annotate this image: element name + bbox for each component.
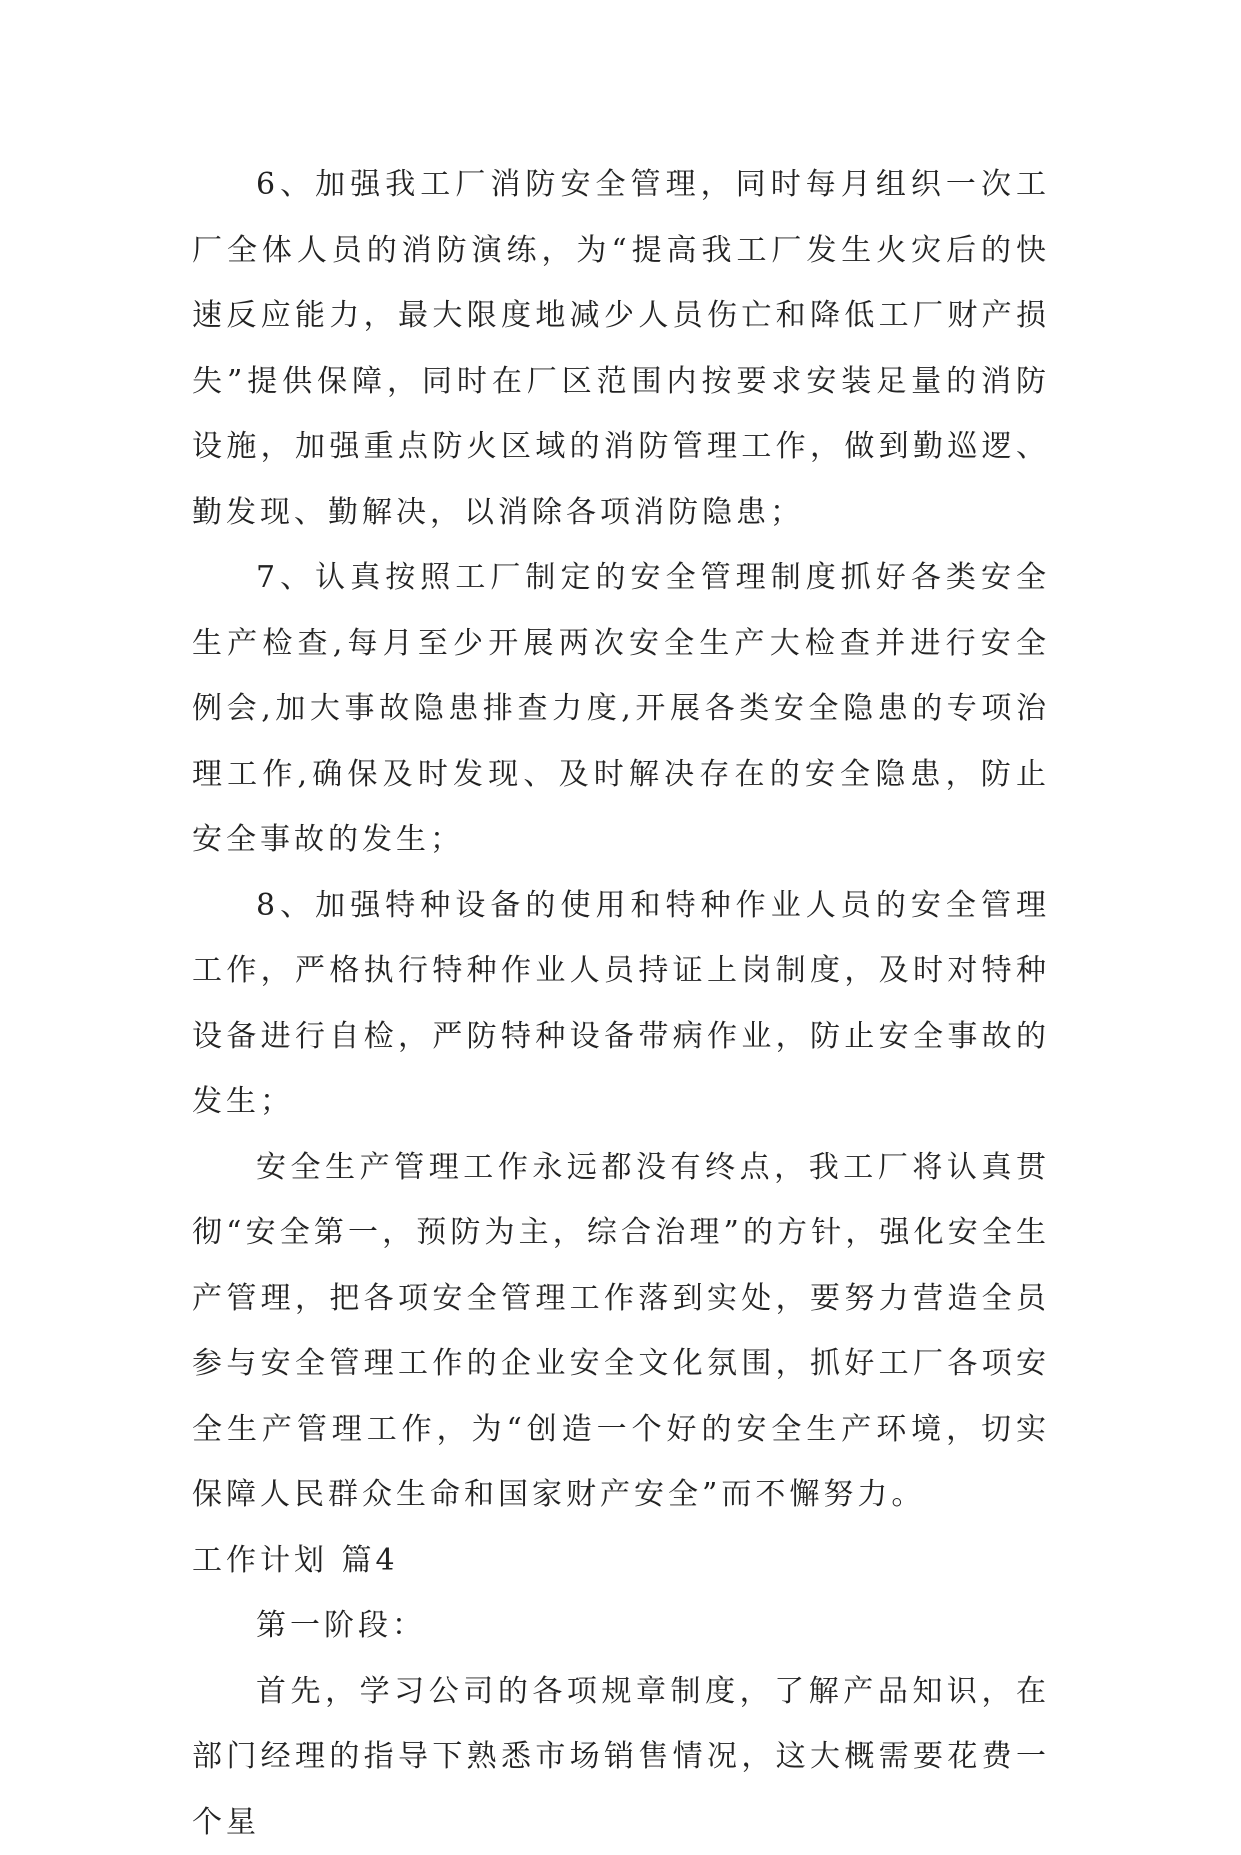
- paragraph-conclusion: 安全生产管理工作永远都没有终点，我工厂将认真贯彻“安全第一，预防为主，综合治理”的方针，强化安全生产管理，把各项安全管理工作落到实处，要努力营造全员参与安全管理工作的企业安全文化氛围，抓好工厂各项安全生产管理工作，为“创造一个好的安全生产环境，切实保障人民群众生命和国家财产安全”而不懈努力。: [192, 1135, 1050, 1528]
- paragraph-stage-one: 第一阶段：: [192, 1593, 1050, 1659]
- paragraph-item-8: 8、加强特种设备的使用和特种作业人员的安全管理工作，严格执行特种作业人员持证上岗制度，及时对特种设备进行自检，严防特种设备带病作业，防止安全事故的发生；: [192, 873, 1050, 1135]
- paragraph-item-6: 6、加强我工厂消防安全管理，同时每月组织一次工厂全体人员的消防演练，为“提高我工厂发生火灾后的快速反应能力，最大限度地减少人员伤亡和降低工厂财产损失”提供保障，同时在厂区范围内按要求安装足量的消防设施，加强重点防火区域的消防管理工作，做到勤巡逻、勤发现、勤解决，以消除各项消防隐患；: [192, 152, 1050, 545]
- paragraph-item-7: 7、认真按照工厂制定的安全管理制度抓好各类安全生产检查,每月至少开展两次安全生产大检查并进行安全例会,加大事故隐患排查力度,开展各类安全隐患的专项治理工作,确保及时发现、及时解决存在的安全隐患，防止安全事故的发生；: [192, 545, 1050, 873]
- paragraph-stage-one-body: 首先，学习公司的各项规章制度，了解产品知识，在部门经理的指导下熟悉市场销售情况，这大概需要花费一个星: [192, 1659, 1050, 1855]
- document-body: [192, 152, 1050, 1855]
- section-heading: 工作计划 篇4: [192, 1528, 1050, 1594]
